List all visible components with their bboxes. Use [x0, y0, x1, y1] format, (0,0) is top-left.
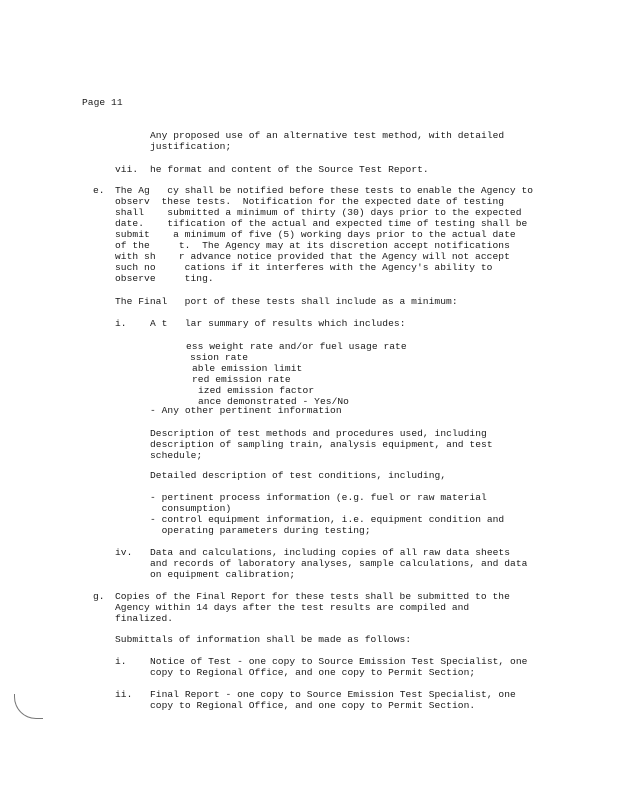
para-g-line-2: Agency within 14 days after the test results are compiled and [115, 602, 470, 613]
submittal-i-line-2: copy to Regional Office, and one copy to Permit Section; [150, 667, 476, 678]
para-e-line-4: date. tification of the actual and expected time of testing shall be [115, 218, 528, 229]
description-line-2: description of sampling train, analysis equipment, and test [150, 439, 493, 450]
para-e-line-1: The Ag cy shall be notified before these tests to enable the Agency to [115, 185, 534, 196]
conditions-intro: Detailed description of test conditions, including, [150, 470, 447, 481]
summary-item-1: ess weight rate and/or fuel usage rate [186, 341, 407, 352]
para-e-line-2: observ these tests. Notification for the expected date of testing [115, 196, 505, 207]
submittals-intro: Submittals of information shall be made as follows: [115, 634, 412, 645]
item-iv-number: iv. [115, 547, 133, 558]
summary-item-6: ance demonstrated - Yes/No [198, 396, 349, 407]
description-line-3: schedule; [150, 450, 203, 461]
item-iv-line-3: on equipment calibration; [150, 569, 296, 580]
para-e-line-9: observe ting. [115, 273, 214, 284]
conditions-line-1: - pertinent process information (e.g. fuel or raw material [150, 492, 487, 503]
page-header: Page 11 [82, 97, 123, 108]
para-g-line-1: Copies of the Final Report for these tests shall be submitted to the [115, 591, 510, 602]
top-item-line-1: Any proposed use of an alternative test method, with detailed [150, 130, 505, 141]
para-e-letter: e. [93, 185, 105, 196]
summary-item-5: ized emission factor [198, 385, 315, 396]
para-g-letter: g. [93, 591, 105, 602]
submittal-ii-line-1: Final Report - one copy to Source Emission Test Specialist, one [150, 689, 516, 700]
item-i-text: A t lar summary of results which includes: [150, 318, 406, 329]
para-e-line-5: submit a minimum of five (5) working days prior to the actual date [115, 229, 516, 240]
para-e-line-3: shall submitted a minimum of thirty (30) days prior to the expected [115, 207, 522, 218]
summary-item-4: red emission rate [192, 374, 291, 385]
para-g-line-3: finalized. [115, 613, 174, 624]
para-e-line-7: with sh r advance notice provided that the Agency will not accept [115, 251, 510, 262]
item-vii-text: he format and content of the Source Test Report. [150, 164, 429, 175]
conditions-line-4: operating parameters during testing; [150, 525, 371, 536]
summary-item-last: - Any other pertinent information [150, 405, 342, 416]
final-report-intro: The Final port of these tests shall include as a minimum: [115, 296, 458, 307]
summary-item-3: able emission limit [192, 363, 303, 374]
submittal-i-line-1: Notice of Test - one copy to Source Emission Test Specialist, one [150, 656, 528, 667]
submittal-ii-line-2: copy to Regional Office, and one copy to Permit Section. [150, 700, 476, 711]
item-iv-line-1: Data and calculations, including copies of all raw data sheets [150, 547, 511, 558]
item-i-number: i. [115, 318, 127, 329]
top-item-line-2: justification; [150, 141, 232, 152]
submittal-ii-number: ii. [115, 689, 133, 700]
para-e-line-8: such no cations if it interferes with the Agency's ability to [115, 262, 493, 273]
conditions-line-3: - control equipment information, i.e. equipment condition and [150, 514, 505, 525]
item-vii-number: vii. [115, 164, 139, 175]
scan-edge-mark [14, 694, 43, 719]
item-iv-line-2: and records of laboratory analyses, sample calculations, and data [150, 558, 528, 569]
submittal-i-number: i. [115, 656, 127, 667]
summary-item-2: ssion rate [190, 352, 249, 363]
para-e-line-6: of the t. The Agency may at its discretion accept notifications [115, 240, 510, 251]
conditions-line-2: consumption) [150, 503, 232, 514]
description-line-1: Description of test methods and procedures used, including [150, 428, 487, 439]
